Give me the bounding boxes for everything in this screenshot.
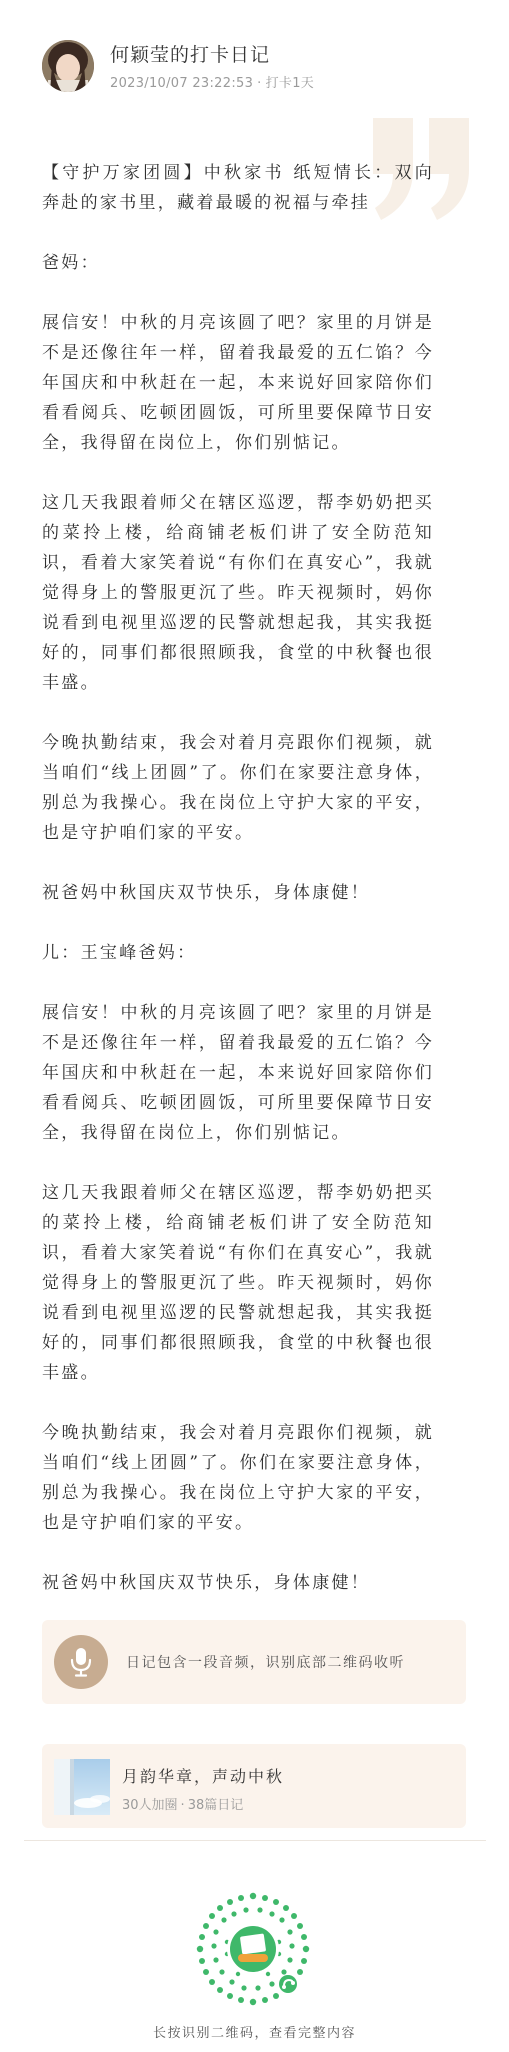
audio-card[interactable]	[42, 1620, 466, 1704]
avatar-image	[42, 40, 94, 92]
album-thumbnail	[54, 1759, 110, 1815]
post-meta	[110, 72, 314, 91]
diary-title-paragraph: 【守护万家团圆】中秋家书 纸短情长：双向奔赴的家书里，藏着最暖的祝福与牵挂	[42, 163, 434, 213]
diary-paragraph: 儿：王宝峰爸妈：	[42, 943, 197, 963]
post-timestamp: 2023/10/07 23:22:53	[110, 76, 254, 91]
album-cover-image	[54, 1759, 110, 1815]
diary-paragraph: 爸妈：	[42, 253, 100, 273]
diary-paragraph: 今晚执勤结束，我会对着月亮跟你们视频，就当咱们“线上团圆”了。你们在家要注意身体，别总为我操心。我在岗位上守护大家的平安，也是守护咱们家的平安。	[42, 1423, 434, 1533]
diary-paragraph: 这几天我跟着师父在辖区巡逻，帮李奶奶把买的菜拎上楼，给商铺老板们讲了安全防范知识，看着大家笑着说“有你们在真安心”，我就觉得身上的警服更沉了些。昨天视频时，妈你说看到电视里巡逻的民警就想起我，其实我挺好的，同事们都很照顾我，食堂的中秋餐也很丰盛。	[42, 1183, 434, 1383]
avatar[interactable]	[42, 40, 94, 92]
meta-separator: ·	[257, 76, 262, 91]
album-stats	[122, 1794, 243, 1813]
qr-code-icon	[194, 1890, 312, 2008]
album-title: 月韵华章，声动中秋	[122, 1767, 285, 1786]
diary-content	[42, 158, 434, 1688]
qr-caption: 长按识别二维码，查看完整内容	[152, 2026, 356, 2041]
album-diary-count: 38篇日记	[187, 1798, 244, 1813]
footer-divider	[24, 1840, 486, 1841]
audio-badge	[54, 1635, 108, 1689]
album-stats-separator: ·	[180, 1798, 185, 1813]
microphone-icon	[69, 1647, 93, 1677]
mini-program-qr-code[interactable]	[194, 1890, 312, 2008]
diary-paragraph: 展信安！中秋的月亮该圆了吧？家里的月饼是不是还像往年一样，留着我最爱的五仁馅？今年国庆和中秋赶在一起，本来说好回家陪你们看看阅兵、吃顿团圆饭，可所里要保障节日安全，我得留在岗位上，你们别惦记。	[42, 313, 434, 453]
album-member-count: 30人加圈	[122, 1798, 178, 1813]
diary-paragraph: 祝爸妈中秋国庆双节快乐，身体康健！	[42, 1573, 371, 1593]
diary-paragraph: 展信安！中秋的月亮该圆了吧？家里的月饼是不是还像往年一样，留着我最爱的五仁馅？今年国庆和中秋赶在一起，本来说好回家陪你们看看阅兵、吃顿团圆饭，可所里要保障节日安全，我得留在岗位上，你们别惦记。	[42, 1003, 434, 1143]
album-card[interactable]	[42, 1744, 466, 1828]
author-name: 何颖莹的打卡日记	[110, 44, 271, 66]
diary-paragraph: 这几天我跟着师父在辖区巡逻，帮李奶奶把买的菜拎上楼，给商铺老板们讲了安全防范知识，看着大家笑着说“有你们在真安心”，我就觉得身上的警服更沉了些。昨天视频时，妈你说看到电视里巡逻的民警就想起我，其实我挺好的，同事们都很照顾我，食堂的中秋餐也很丰盛。	[42, 493, 434, 693]
diary-paragraph: 祝爸妈中秋国庆双节快乐，身体康健！	[42, 883, 371, 903]
audio-card-text: 日记包含一段音频，识别底部二维码收听	[126, 1655, 405, 1671]
checkin-count: 打卡1天	[265, 76, 315, 91]
diary-paragraph: 今晚执勤结束，我会对着月亮跟你们视频，就当咱们“线上团圆”了。你们在家要注意身体，别总为我操心。我在岗位上守护大家的平安，也是守护咱们家的平安。	[42, 733, 434, 843]
